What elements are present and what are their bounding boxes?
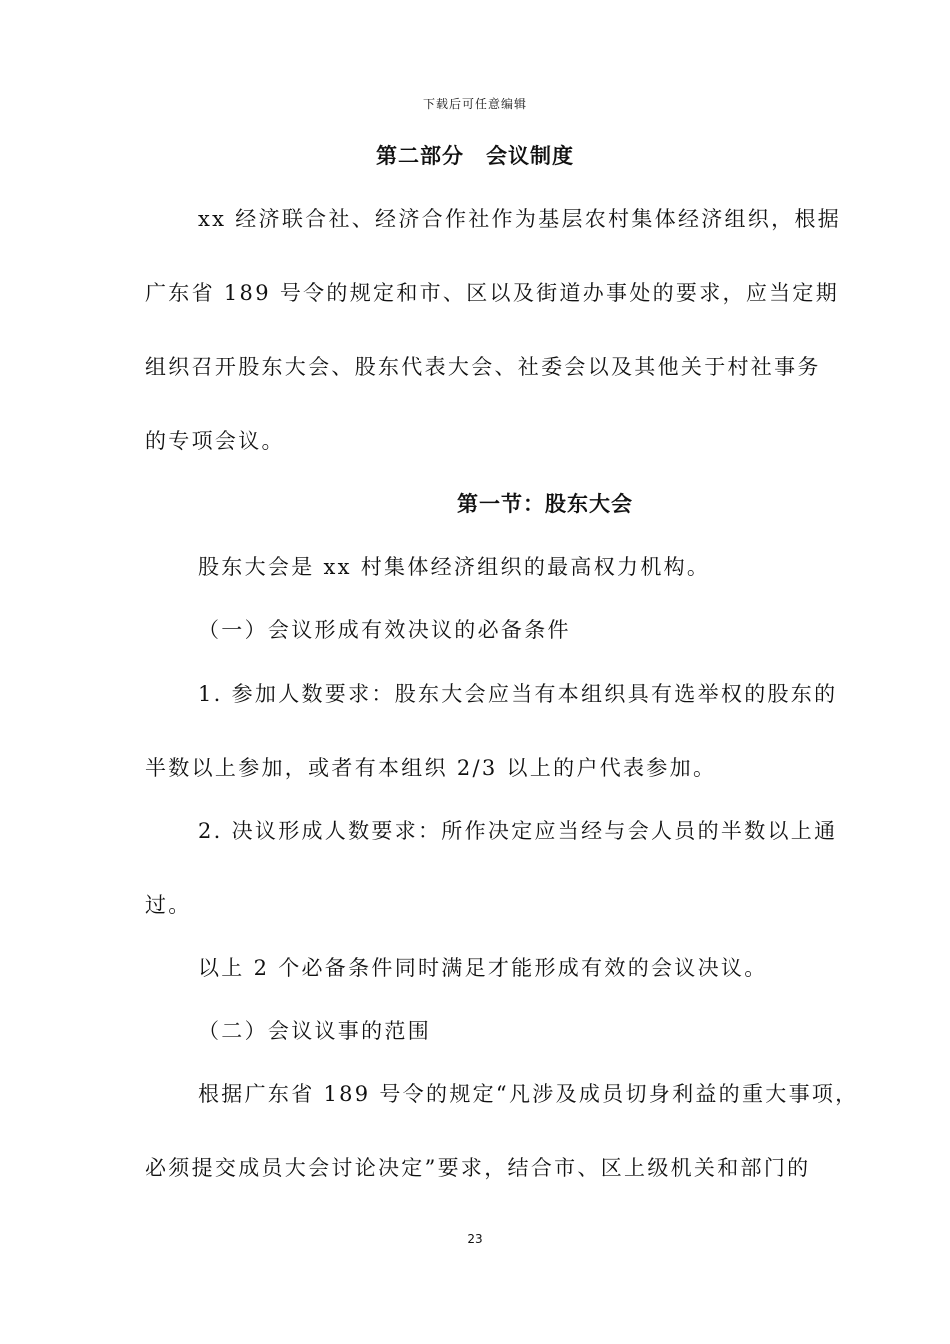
intro-line-2: 广东省 189 号令的规定和市、区以及街道办事处的要求，应当定期 — [145, 281, 840, 305]
body-line-4: 半数以上参加，或者有本组织 2/3 以上的户代表参加。 — [145, 756, 717, 780]
section-title: 第一节：股东大会 — [457, 492, 633, 516]
body-line-1: 股东大会是 xx 村集体经济组织的最高权力机构。 — [198, 555, 711, 579]
part-title: 第二部分 会议制度 — [376, 144, 574, 168]
body-line-8: （二）会议议事的范围 — [198, 1019, 431, 1043]
body-line-7: 以上 2 个必备条件同时满足才能形成有效的会议决议。 — [198, 956, 768, 980]
body-line-6: 过。 — [145, 893, 192, 917]
body-line-3: 1. 参加人数要求：股东大会应当有本组织具有选举权的股东的 — [198, 682, 838, 706]
intro-line-4: 的专项会议。 — [145, 429, 285, 453]
body-line-5: 2. 决议形成人数要求：所作决定应当经与会人员的半数以上通 — [198, 819, 838, 843]
body-line-9: 根据广东省 189 号令的规定“凡涉及成员切身利益的重大事项， — [198, 1082, 859, 1106]
page-number: 23 — [467, 1232, 483, 1246]
intro-line-3: 组织召开股东大会、股东代表大会、社委会以及其他关于村社事务 — [145, 355, 821, 379]
intro-line-1: xx 经济联合社、经济合作社作为基层农村集体经济组织，根据 — [198, 207, 842, 231]
body-line-2: （一）会议形成有效决议的必备条件 — [198, 618, 571, 642]
header-note: 下载后可任意编辑 — [422, 97, 527, 111]
body-line-10: 必须提交成员大会讨论决定”要求，结合市、区上级机关和部门的 — [145, 1156, 811, 1180]
